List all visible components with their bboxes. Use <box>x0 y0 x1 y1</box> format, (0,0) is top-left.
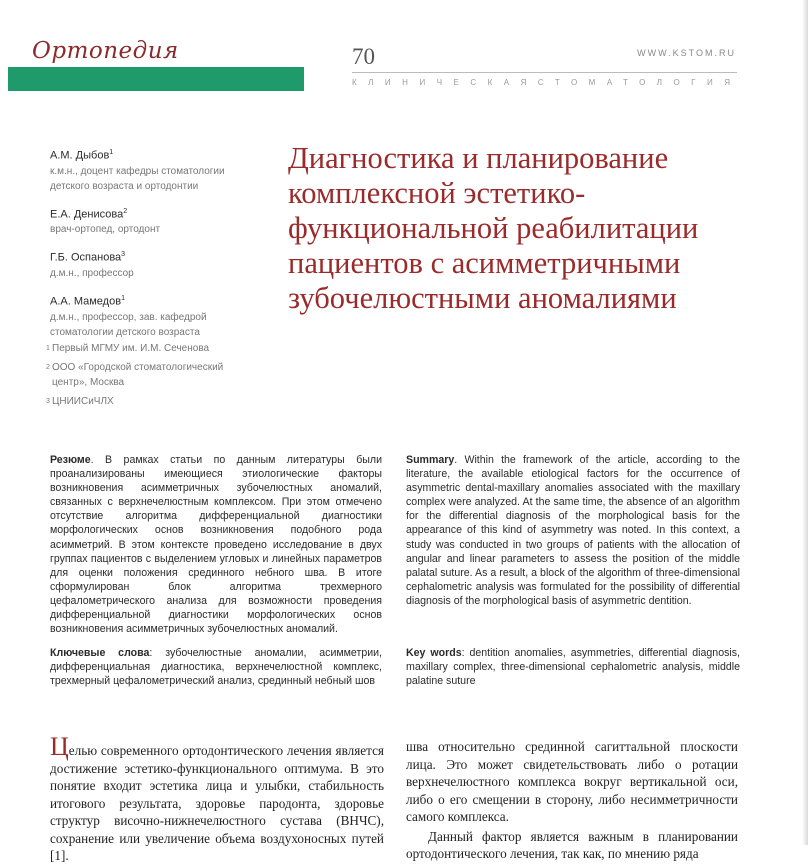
author-name: А.А. Мамедов$^1$ <box>50 294 125 308</box>
body-paragraph: Данный фактор является важным в планировании ортодонтического лечения, так как, по мнению ряда <box>406 828 738 861</box>
affiliation: 3 ЦНИИСиЧЛХ <box>46 396 114 407</box>
affiliation-list <box>46 341 256 413</box>
author-list <box>50 145 250 350</box>
affiliation: 2 ООО «Городской стоматологический центр», Москва <box>46 362 224 388</box>
author <box>50 204 250 238</box>
author-name: А.М. Дыбов$^1$ <box>50 149 114 162</box>
author-description: д.м.н., профессор <box>50 267 134 279</box>
header-divider <box>352 72 737 73</box>
journal-website: WWW.KSTOM.RU <box>637 48 736 58</box>
abstract-ru: Резюме. В рамках статьи по данным литературы были проанализированы имеющиеся этиологические факторы возникновения асимметричных зубочелюстных аномалий, связанных с верхнечелюстным комплексом. При этом отмечено отсутствие алгоритма дифференциальной диагностики морфологических основ возникновения подобного рода асимметрий. В этом контексте проведено исследование в двух группах пациентов с выделением угловых и линейных параметров для оценки положения срединного небного шва. В итоге сформулирован блок алгоритма трехмерного цефалометрического анализа для возможности проведения дифференциальной диагностики морфологических основ возникновения асимметричных зубочелюстных аномалий. <box>50 454 382 636</box>
author-name: Е.А. Денисова$^2$ <box>50 207 128 221</box>
author-description: врач-ортопед, ортодонт <box>50 224 161 236</box>
page-edge-shadow <box>802 0 808 845</box>
author-description: к.м.н., доцент кафедры стоматологии детского возраста и ортодонтии <box>50 165 225 192</box>
affiliation: 1 Первый МГМУ им. И.М. Сеченова <box>46 343 210 354</box>
drop-cap: Ц <box>50 732 69 761</box>
section-label: Ортопедия <box>32 38 179 64</box>
body-text-right <box>406 738 738 863</box>
author-name: Г.Б. Оспанова$^3$ <box>50 251 126 264</box>
keywords-en-label: Key words <box>406 647 462 659</box>
author <box>50 145 250 194</box>
journal-name-word: СТОМАТОЛОГИЯ <box>537 78 742 87</box>
page-number: 70 <box>352 44 375 69</box>
author <box>50 291 250 340</box>
journal-name-word: КЛИНИЧЕСКАЯ <box>352 78 538 87</box>
author <box>50 247 250 281</box>
keywords-ru: Ключевые слова: зубочелюстные аномалии, асимметрии, дифференциальная диагностика, верхнечелюстной комплекс, трехмерный цефалометрический анализ, срединный небный шов <box>50 647 382 688</box>
abstract-ru-label: Резюме <box>50 454 91 466</box>
article-title: Диагностика и планирование комплексной эстетико-функциональной реабилитации пациентов с асимметричными зубочелюстными аномалиями <box>288 141 699 315</box>
author-description: д.м.н., профессор, зав. кафедрой стоматологии детского возраста <box>50 311 207 338</box>
keywords-ru-label: Ключевые слова <box>50 647 150 659</box>
body-paragraph: шва относительно срединной сагиттальной плоскости лица. Это может свидетельствовать либо о ротации верхнечелюстного комплекса вокруг вертикальной оси, либо о его смещении в сторону, либо несимметричности самого комплекса. <box>406 739 738 824</box>
journal-name <box>352 78 742 87</box>
section-color-bar <box>8 67 304 91</box>
keywords-en: Key words: dentition anomalies, asymmetries, differential diagnosis, maxillary complex, three-dimensional cephalometric analysis, middle palatine suture <box>406 647 740 688</box>
abstract-en-label: Summary <box>406 454 455 466</box>
abstract-en: Summary. Within the framework of the article, according to the literature, the available etiological factors for the occurrence of asymmetric dental-maxillary anomalies associated with the maxillary complex were analyzed. At the same time, the absence of an algorithm for the differential diagnosis of the morphological basis for the appearance of this kind of asymmetry was noted. In this context, a study was conducted in two groups of patients with the allocation of angular and linear parameters to assess the position of the middle palatal suture. As a result, a block of the algorithm of three-dimensional cephalometric analysis was formulated for the possibility of differential diagnosis of the morphological basis of asymmetric dentition. <box>406 454 740 607</box>
body-text-left: Целью современного ортодонтического лечения является достижение эстетико-функционального оптимума. В это понятие входит эстетика лица и улыбки, стабильность итогового результата, здоровье пародонта, здоровье структур височно-нижнечелюстного сустава (ВНЧС), сохранение или увеличение объема воздухоносных путей [1]. <box>50 732 384 863</box>
